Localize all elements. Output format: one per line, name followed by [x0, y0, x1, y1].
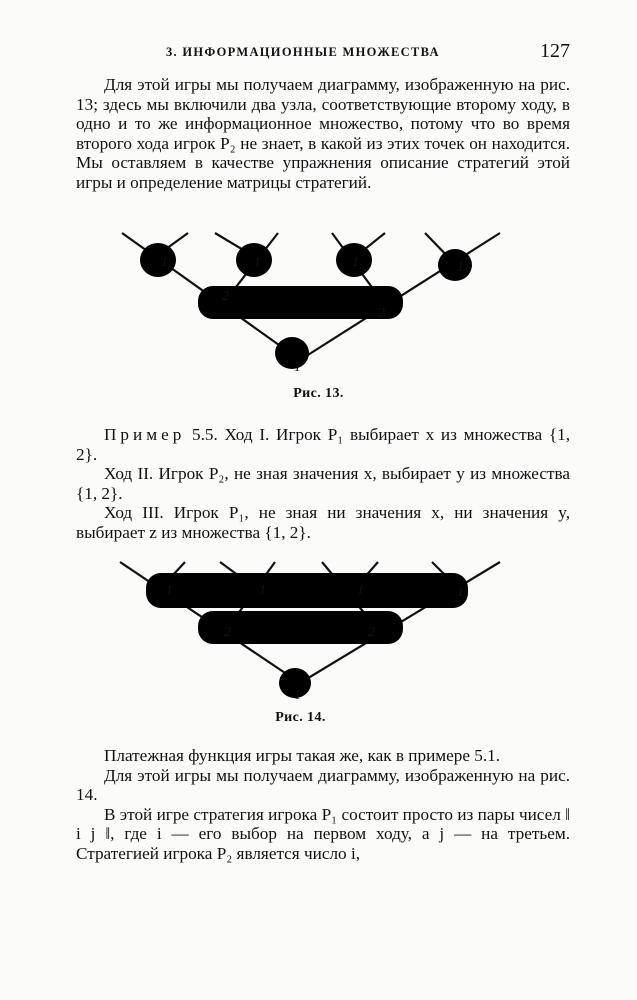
node-label: 2: [368, 625, 375, 640]
information-sets: [140, 243, 472, 369]
example-move-1: [76, 425, 570, 464]
closing-para-2: Для этой игры мы получаем диаграмму, изображенную на рис. 14.: [76, 765, 570, 805]
node-label: 1: [161, 255, 168, 270]
information-sets: [146, 573, 468, 698]
closing-text: [76, 746, 570, 864]
info-set-circle: [140, 243, 176, 277]
node-label: 1: [357, 583, 364, 598]
figure-13-game-tree: [0, 220, 637, 385]
closing-para-3: В этой игре стратегия игрока P₁ состоит просто из пары чисел ‖ i j ‖, где i — его выбор на первом ходу, а j — на третьем. Стратегией игрока P₂ является число i,: [76, 804, 570, 863]
node-label: 1: [457, 585, 464, 600]
node-label: 1: [294, 360, 301, 375]
node-label: 1: [166, 583, 173, 598]
node-label: 1: [254, 255, 261, 270]
paragraph-figure13-description: Для этой игры мы получаем диаграмму, изображенную на рис. 13; здесь мы включили два узла, соответствующие второму ходу, в одно и то же информационное множество, потому что во время второго хода игрок P₂ не знает, в какой из этих точек он находится. Мы оставляем в качестве упражнения описание стратегий этой игры и определение матрицы стратегий.: [76, 75, 570, 192]
example-5-5: [76, 425, 570, 543]
info-set-root: [275, 337, 309, 369]
node-label: 2: [378, 306, 385, 321]
node-label: 1: [294, 688, 301, 703]
node-label: 1: [259, 583, 266, 598]
closing-para-1: Платежная функция игры такая же, как в примере 5.1.: [104, 746, 501, 765]
info-set-third-move: [146, 573, 468, 608]
example-heading: Пример: [104, 425, 186, 444]
chapter-title: 3. ИНФОРМАЦИОННЫЕ МНОЖЕСТВА: [166, 45, 440, 59]
node-label: 1: [457, 260, 464, 275]
page-number: 127: [540, 40, 570, 62]
example-number: 5.5.: [192, 425, 218, 444]
running-header: [76, 40, 570, 64]
node-label: 2: [222, 289, 229, 304]
example-move-3: Ход III. Игрок P₁, не зная ни значения x, ни значения y, выбирает z из множества {1, 2}.: [76, 503, 570, 542]
figure-14-game-tree: [0, 550, 637, 715]
info-set-circle: [438, 249, 472, 281]
example-move-2: Ход II. Игрок P₂, не зная значения x, выбирает y из множества {1, 2}.: [76, 464, 570, 503]
node-label: 2: [224, 625, 231, 640]
figure-13-caption: Рис. 13.: [293, 386, 344, 401]
move-1-text: Ход I. Игрок P₁ выбирает x из множества {1, 2}.: [76, 425, 570, 464]
node-label: 1: [352, 255, 359, 270]
figure-14-caption: Рис. 14.: [275, 710, 326, 725]
